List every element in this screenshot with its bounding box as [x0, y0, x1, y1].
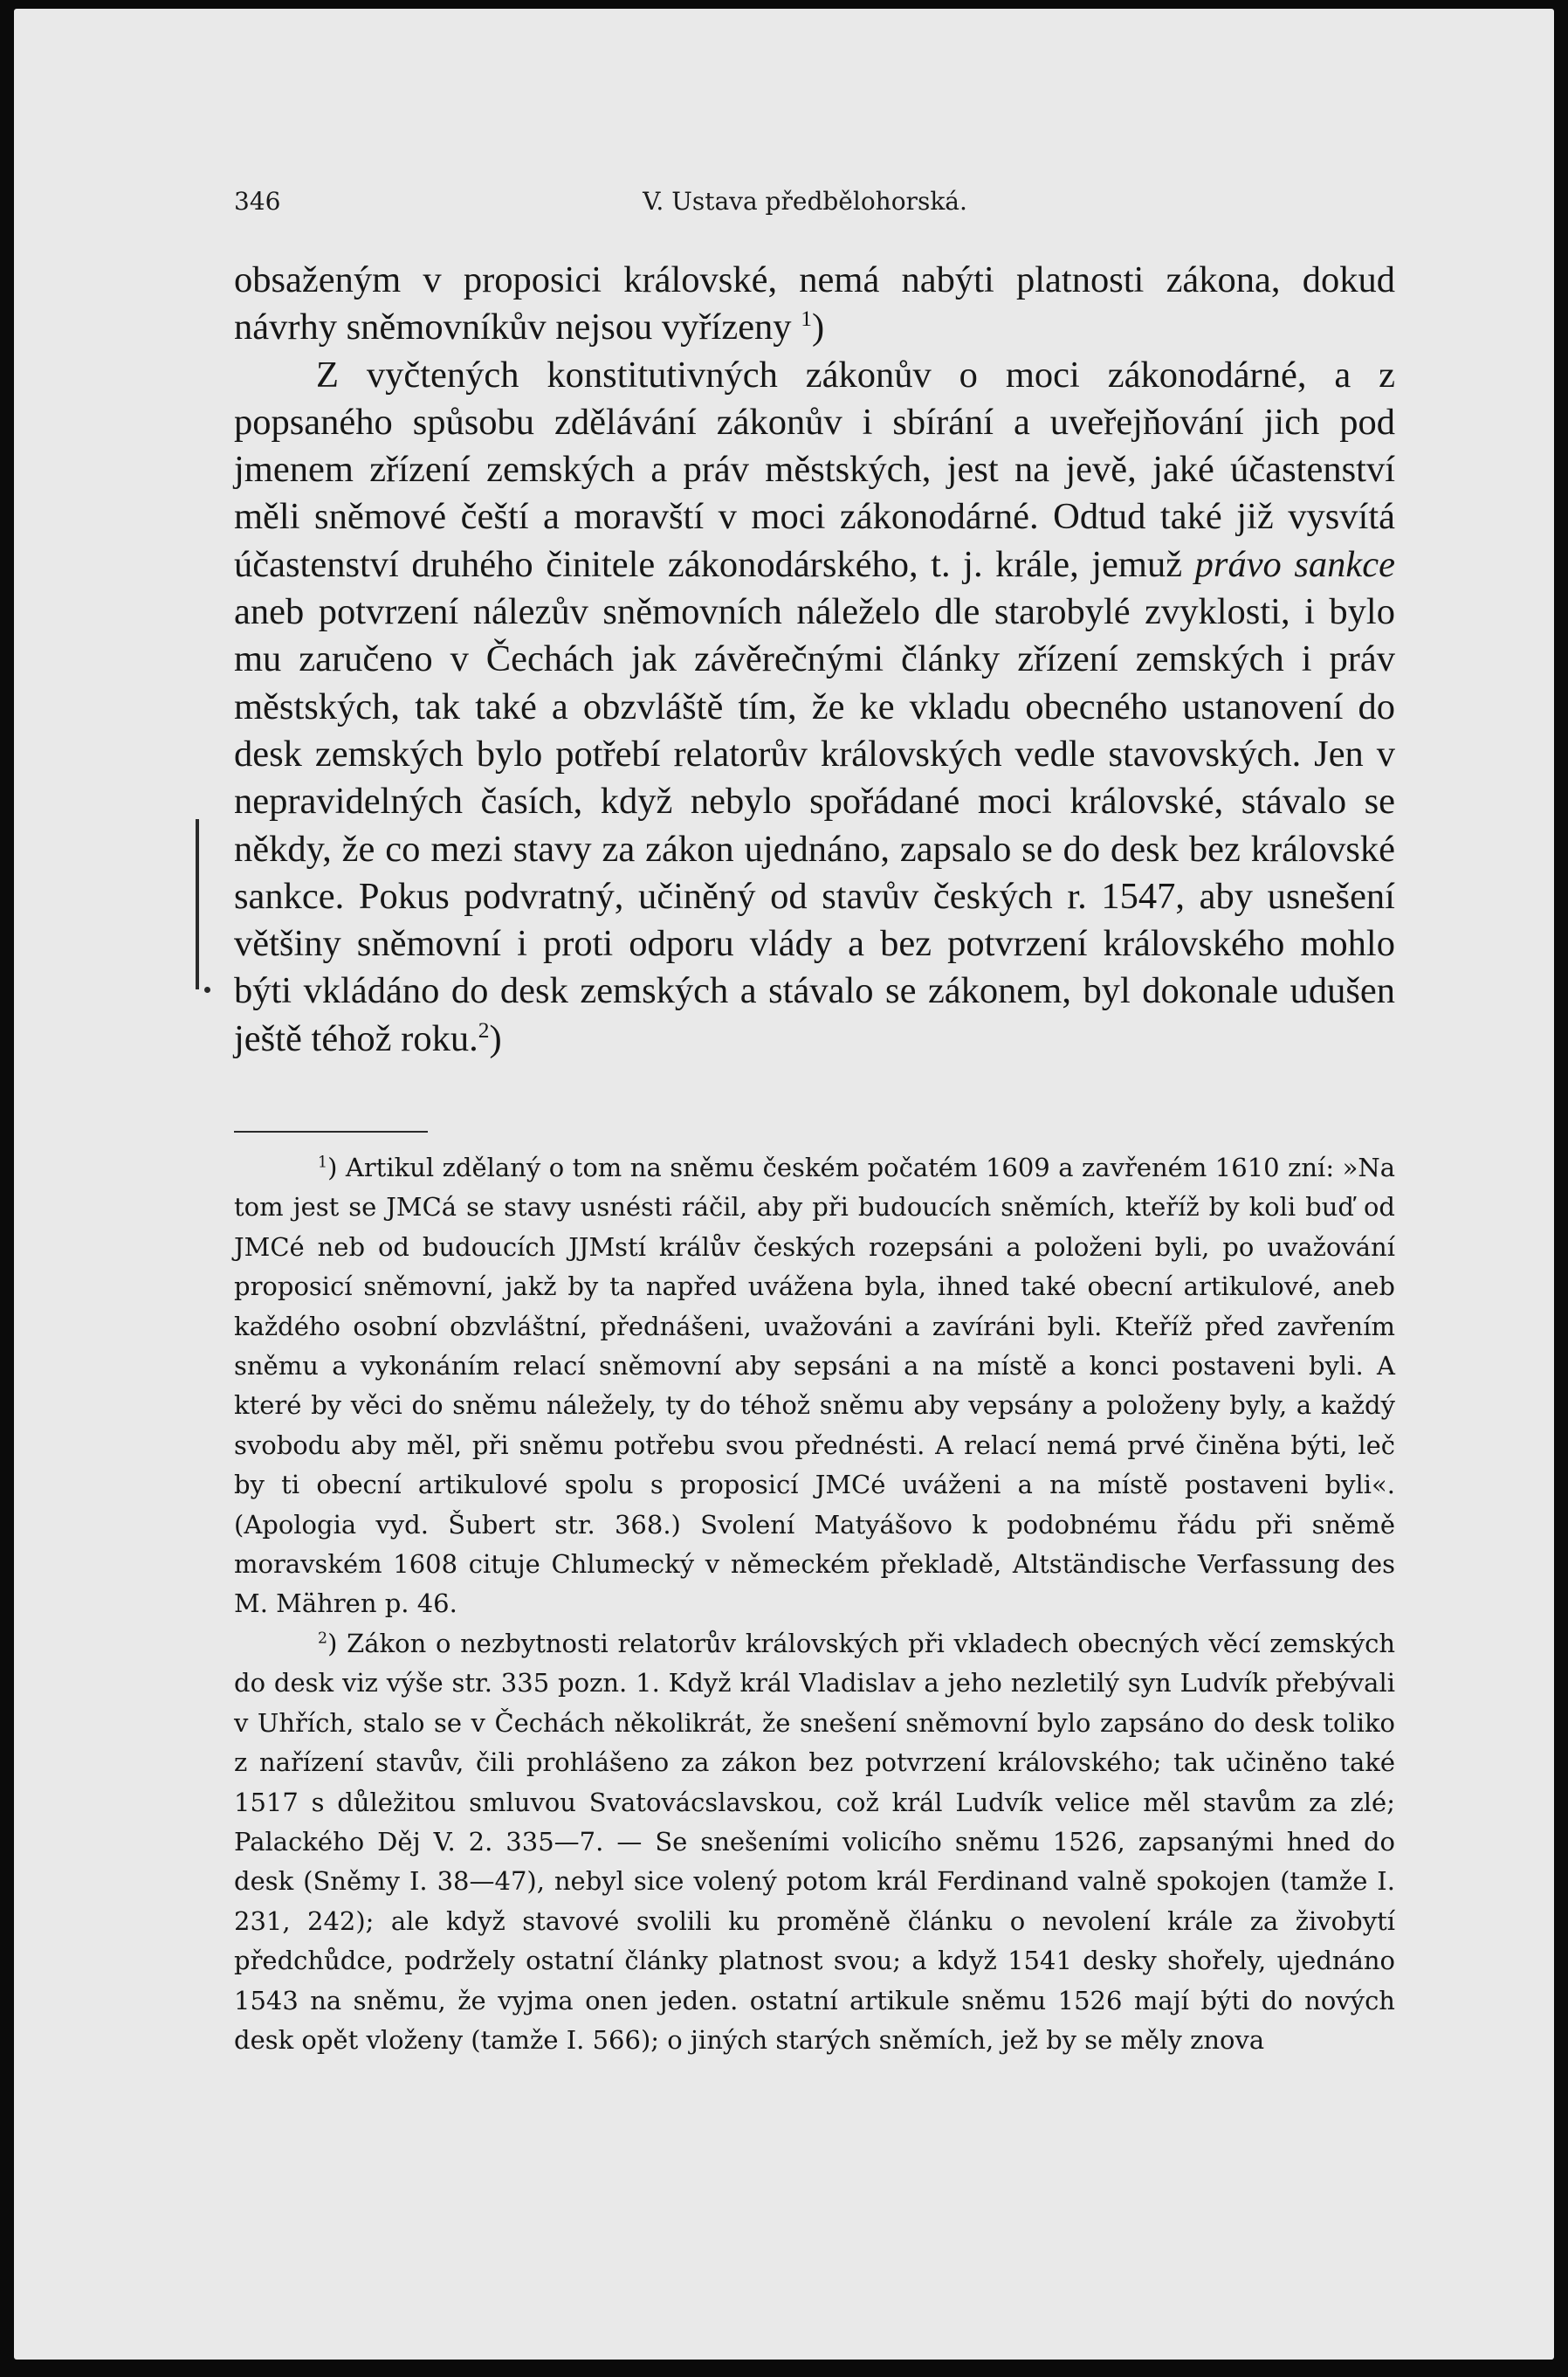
book-page: [14, 9, 1554, 2360]
paragraph-continued: [234, 257, 1395, 352]
page-number: 346: [234, 187, 281, 216]
paragraph-2-text-end: aneb potvrzení nálezův sněmovních náleželo dle starobylé zvyklosti, i bylo mu zaručeno v Čechách jak závěrečnými články zřízení zemských i práv městských, tak také a obzvláště tím, že ke vkladu obecného ustanovení do desk zemských bylo potřebí relatorův královských vedle stavovských. Jen v nepravidelných časích, když nebylo spořádané moci královské, stávalo se někdy, že co mezi stavy za zákon ujednáno, zapsalo se do desk bez královské sankce. Pokus podvratný, učiněný od stavův českých r. 1547, aby usnešení většiny sněmovní i proti odporu vlády a bez potvrzení královského mohlo býti vkládáno do desk zemských a stávalo se zákonem, byl dokonale udušen ještě téhož roku.: [234, 591, 1395, 1059]
running-head: [222, 182, 1388, 225]
emphasis-pravo-sankce: právo sankce: [1194, 543, 1395, 585]
paragraph-1-text: obsaženým v proposici královské, nemá nabýti platnosti zákona, dokud návrhy sněmovníkův nejsou vyřízeny: [234, 259, 1395, 348]
footnote-separator: [234, 1131, 428, 1133]
running-title: V. Ustava předbělohorská.: [643, 187, 967, 216]
footnote-ref-2: 2: [478, 1016, 490, 1043]
footnote-1-text: ) Artikul zdělaný o tom na sněmu českém počatém 1609 a zavřeném 1610 zní: »Na tom jest se JMCá se stavy usnésti ráčil, aby při budoucích sněmích, kteříž by koli buď od JMCé neb od budoucích JJMstí králův českých rozepsáni a položeni byli, po uvažování proposicí sněmovní, jakž by ta napřed uvážena byla, ihned také obecní artikulové, aneb každého osobní obzvláštní, přednášeni, uvažováni a zavíráni byli. Kteříž před zavřením sněmu a vykonáním relací sněmovní aby sepsáni a na místě a konci postaveni byli. A které by věci do sněmu náležely, ty do téhož sněmu aby vepsány a položeny byly, a každý svobodu aby měl, při sněmu potřebu svou přednésti. A relací nemá prvé činěna býti, leč by ti obecní artikulové spolu s proposicí JMCé uváženi a na místě postaveni byli«. (Apologia vyd. Šubert str. 368.) Svolení Matyášovo k podobnému řádu při sněmě moravském 1608 cituje Chlumecký v německém překladě, Altständische Verfassung des M. Mähren p. 46.: [234, 1153, 1395, 1619]
main-text: [234, 257, 1395, 1063]
footnote-1: [234, 1148, 1395, 1624]
footnote-1-marker: 1: [318, 1154, 328, 1172]
footnote-2-text: ) Zákon o nezbytnosti relatorův královských při vkladech obecných věcí zemských do desk viz výše str. 335 pozn. 1. Když král Vladislav a jeho nezletilý syn Ludvík přebývali v Uhřích, stalo se v Čechách několikrát, že snešení sněmovní bylo zapsáno do desk toliko z nařízení stavův, čili prohlášeno za zákon bez potvrzení královského; tak učiněno také 1517 s důležitou smluvou Svatovácslavskou, což král Ludvík velice měl stavům za zlé; Palackého Děj V. 2. 335—7. — Se snešeními volicího sněmu 1526, zapsanými hned do desk (Sněmy I. 38—47), nebyl sice volený potom král Ferdinand valně spokojen (tamže I. 231, 242); ale když stavové svolili ku proměně článku o nevolení krále za živobytí předchůdce, podržely ostatní články platnost svou; a když 1541 desky shořely, ujednáno 1543 na sněmu, že vyjma onen jeden. ostatní artikule sněmu 1526 mají býti do nových desk opět vloženy (tamže I. 566); o jiných starých sněmích, jež by se měly znova: [234, 1628, 1395, 2055]
footnotes: [234, 1148, 1395, 2060]
paragraph-2: [234, 352, 1395, 1063]
footnote-2-marker: 2: [318, 1629, 328, 1648]
footnote-ref-1-paren: ): [811, 307, 825, 348]
paragraph-2-text-start: Z vyčtených konstitutivných zákonův o moci zákonodárné, a z popsaného spůsobu zdělávání zákonův i sbírání a uveřejňování jich pod jmenem zřízení zemských a práv městských, jest na jevě, jaké účastenství měli sněmové čeští a moravští v moci zákonodárné. Odtud také již vysvítá účastenství druhého činitele zákonodárského, t. j. krále, jemuž: [234, 354, 1395, 585]
margin-mark-line: [196, 819, 199, 989]
margin-mark-dot: [204, 987, 210, 993]
footnote-ref-1: 1: [801, 306, 812, 332]
footnote-2: [234, 1624, 1395, 2060]
footnote-ref-2-paren: ): [489, 1017, 502, 1059]
